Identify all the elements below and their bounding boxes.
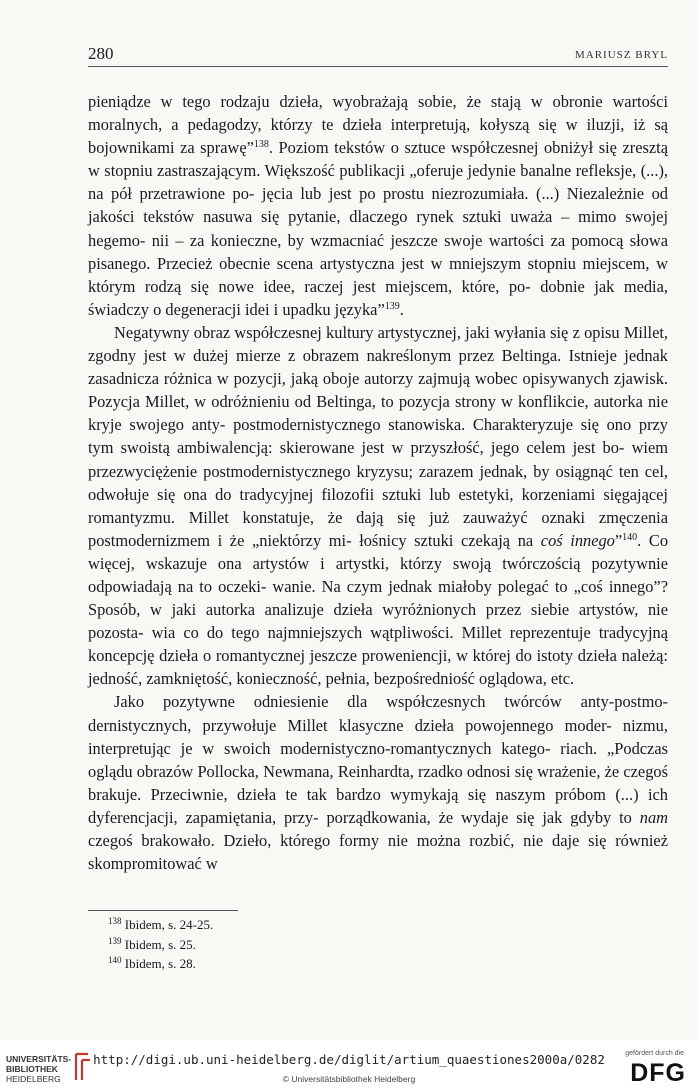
paragraph: pieniądze w tego rodzaju dzieła, wyobrażają sobie, że stają w obronie wartości moralnych, a pedagodzy, którzy te dzieła interpretują, kołyszą się w iluzji, iż są bojownikami za sprawę”$^{138}$. Poziom tekstów o sztuce współczesnej obniżył się zresztą w stopniu zastraszającym. Większość publikacji „oferuje jedynie banalne refleksje, (...), na pół przetrawione po- jęcia lub jest po prostu niezrozumiała. (...) Niezależnie od jakości tekstów nasuwa się pytanie, dlaczego rynek sztuki uważa – mimo swojej hegemo- nii – za konieczne, by wzmacniać jeszcze swoje wartości za pomocą słowa pisanego. Przecież obecnie scena artystyczna jest w mniejszym stopniu miejscem, w którym rodzą się nowe idee, raczej jest miejscem, które, po- dobnie jak media, świadczy o degeneracji idei i upadku języka”$^{139}$. [88, 92, 668, 319]
running-header [88, 44, 668, 68]
footnote-number: 140 [108, 955, 122, 965]
footnote-number: 138 [108, 916, 122, 926]
viewer-footer [0, 1040, 698, 1092]
header-rule [88, 66, 668, 67]
library-name-line1: UNIVERSITÄTS- [6, 1054, 72, 1064]
running-head-author: MARIUSZ BRYL [575, 49, 668, 61]
dfg-logo: DFG [630, 1059, 686, 1087]
footnote: $^{140}$ Ibidem, s. 28. [108, 955, 196, 971]
funding-caption: gefördert durch die [625, 1050, 684, 1057]
footnote: $^{138}$ Ibidem, s. 24-25. [108, 916, 214, 932]
footnote-ref: 139 [384, 300, 400, 312]
library-name-line3: HEIDELBERG [6, 1074, 61, 1084]
footnote-ref: 138 [253, 139, 269, 151]
paragraph: Jako pozytywne odniesienie dla współczesnych twórców anty-postmo- dernistycznych, przywołuje Millet klasyczne dzieła powojennego moder- nizmu, interpretując je w swoich modernistyczno-romantycznych katego- riach. „Podczas oglądu obrazów Pollocka, Newmana, Reinhardta, rzadko odnosi się wrażenie, że czegoś brakuje. Przeciwnie, dzieła te tak bardzo wymykają się naszym próbom (...) ich dyferencjacji, zapamiętania, przy- porządkowania, że wydaje się jak gdyby to nam czegoś brakowało. Dzieło, którego formy nie można rozbić, nie daje się również skompromitować w [88, 692, 668, 874]
permalink-url[interactable]: http://digi.ub.uni-heidelberg.de/diglit/artium_quaestiones2000a/0282 [93, 1052, 605, 1067]
copyright-notice: © Universitätsbibliothek Heidelberg [282, 1074, 416, 1084]
italic-text: coś innego [540, 530, 615, 550]
footnote-rule [88, 910, 238, 911]
footnote-ref: 140 [622, 531, 638, 543]
italic-text: nam [639, 807, 668, 827]
paragraph: Negatywny obraz współczesnej kultury artystycznej, jaki wyłania się z opisu Millet, zgodny jest w dużej mierze z obrazem nakreślonym przez Beltinga. Istnieje jednak zasadnicza różnica w pozycji, jaką oboje autorzy zajmują wobec opisywanych zjawisk. Pozycja Millet, w odróżnieniu od Beltinga, to pozycja strony w konflikcie, autorka nie kryje swojego anty- postmodernistycznego stanowiska. Charakteryzuje się ono przy tym swoistą ambiwalencją: skierowane jest w przyszłość, jego celem jest bo- wiem przezwyciężenie postmodernistycznego kryzysu; zarazem jednak, by osiągnąć ten cel, odwołuje się ona do tradycyjnej filozofii sztuki lub estetyki, korzeniami sięgającej romantyzmu. Millet konstatuje, że dają się już zauważyć oznaki zmęczenia postmodernizmem i że „niektórzy mi- łośnicy sztuki czekają na coś innego”$^{140}$. Co więcej, wskazuje ona artystów i artystki, którzy swoją twórczością pozytywnie odpowiadają na to oczeki- wanie. Na czym jednak miałoby polegać to „coś innego”? Sposób, w jaki autorka analizuje dzieła wyróżnionych przez siebie artystów, nie pozosta- wia co do tego najmniejszych wątpliwości. Millet reprezentuje tradycyjną koncepcję dzieła o romantycznej jeszcze proweniencji, w której do istoty dzieła należą: jedność, zamkniętość, konieczność, pełnia, bezpośredniość oglądowa, etc. [88, 322, 669, 689]
footnote-number: 139 [108, 935, 122, 946]
page-number: 280 [88, 44, 114, 63]
footnotes [108, 915, 213, 974]
footnote: $^{139}$ Ibidem, s. 25. [108, 935, 196, 952]
library-name-line2: BIBLIOTHEK [6, 1064, 58, 1074]
main-text [88, 90, 668, 875]
